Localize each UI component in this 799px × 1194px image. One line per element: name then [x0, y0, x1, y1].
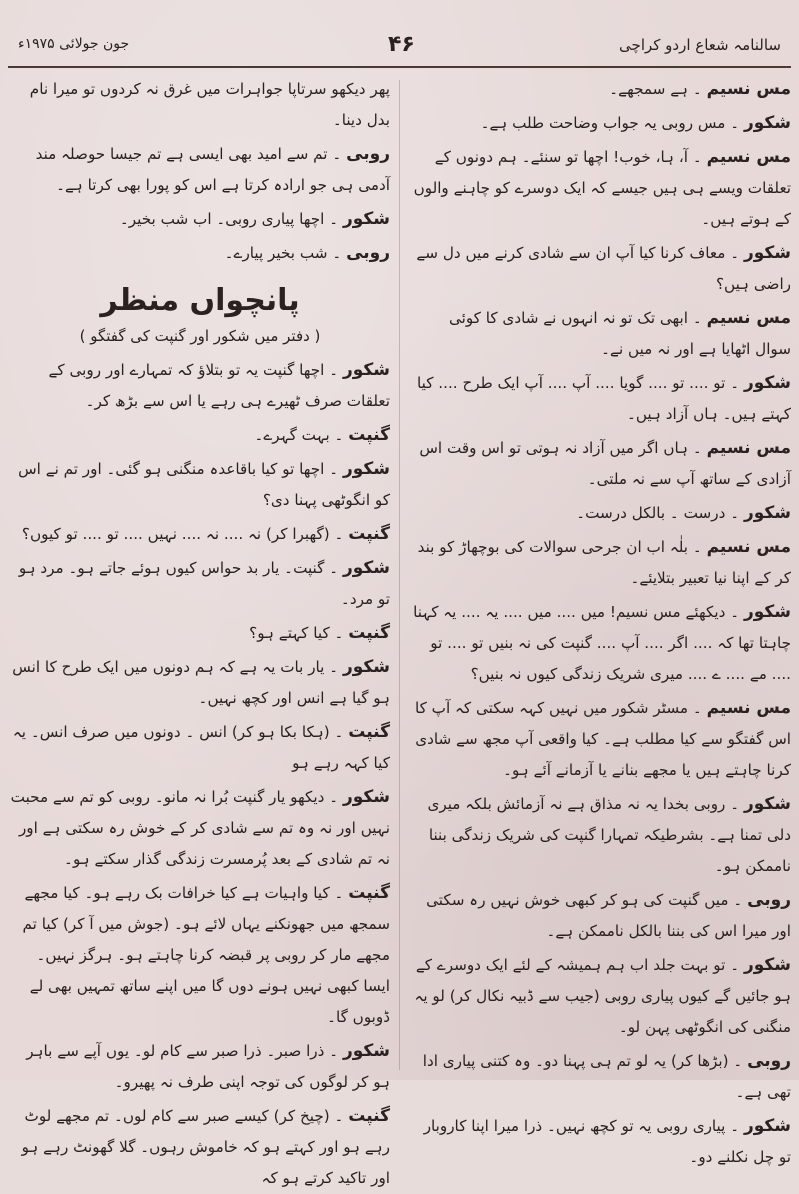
- speaker-name: مس نسیم: [706, 147, 791, 167]
- dialogue-line: [10, 74, 390, 136]
- dialogue-line: [411, 498, 791, 529]
- speaker-name: شکور: [743, 113, 791, 133]
- speaker-name: روبی: [346, 243, 390, 263]
- speaker-name: شکور: [342, 787, 390, 807]
- dialogue-text: ۔ ہاں اگر میں آزاد نہ ہوتی تو اس وقت اس آزادی کے ساتھ آپ سے نہ ملتی۔: [419, 439, 791, 488]
- dialogue-text: ۔ اچھا گنپت یہ تو بتلاؤ کہ تمہارے اور روبی کے تعلقات صرف ٹھیرے ہی رہے یا اس سے بڑھ کر۔: [48, 361, 390, 410]
- dialogue-text: ۔ کیا واہیات ہے کیا خرافات بک رہے ہو۔ کیا مجھے سمجھ میں جھونکنے یہاں لائے ہو۔ (جوش میں آ کر) کیا تم مجھے مار کر روبی پر قبضہ کرنا چاہتے ہو۔ ہرگز نہیں۔ ایسا کبھی نہیں ہونے دوں گا میں اپنے ساتھ تمہیں بھی لے ڈوبوں گا۔: [22, 884, 390, 1026]
- speaker-name: شکور: [342, 360, 390, 380]
- speaker-name: شکور: [743, 373, 791, 393]
- speaker-name: گنپت: [348, 425, 390, 445]
- dialogue-line: [10, 1036, 390, 1098]
- speaker-name: مس نسیم: [706, 79, 791, 99]
- speaker-name: مس نسیم: [706, 698, 791, 718]
- dialogue-line: [10, 519, 390, 550]
- speaker-name: مس نسیم: [706, 308, 791, 328]
- scene-subtitle: ( دفتر میں شکور اور گنپت کی گفتگو ): [79, 327, 321, 345]
- dialogue-line: [10, 717, 390, 779]
- speaker-name: گنپت: [348, 722, 390, 742]
- dialogue-line: [10, 553, 390, 615]
- dialogue-text: ۔ بہت گہرے۔: [254, 426, 349, 444]
- speaker-name: شکور: [342, 558, 390, 578]
- scene-title: پانچواں منظر: [100, 283, 300, 318]
- dialogue-text: ۔ آ، ہا، خوب! اچھا تو سنئے۔ ہم دونوں کے تعلقات ویسے ہی ہیں جیسے کہ ایک دوسرے کو چاہنے والوں کے ہوتے ہیں۔: [413, 148, 791, 228]
- dialogue-text: ۔ تو .... تو .... گویا .... آپ .... آپ ایک طرح .... کیا کہتے ہیں۔ ہاں آزاد ہیں۔: [417, 374, 791, 423]
- dialogue-line: [411, 693, 791, 786]
- dialogue-text: ۔ یار بات یہ ہے کہ ہم دونوں میں ایک طرح کا انس ہو گیا ہے انس اور کچھ نہیں۔: [12, 658, 390, 707]
- speaker-name: شکور: [342, 459, 390, 479]
- speaker-name: شکور: [342, 1041, 390, 1061]
- page-number: ۴۶: [388, 32, 415, 57]
- dialogue-text: ۔ تو بہت جلد اب ہم ہمیشہ کے لئے ایک دوسرے کے ہو جائیں گے کیوں پیاری روبی (جیب سے ڈبیہ نکال کر) لو یہ منگنی کی انگوٹھی پہن لو۔: [414, 956, 791, 1036]
- dialogue-text: ۔ ابھی تک تو نہ انہوں نے شادی کا کوئی سوال اٹھایا ہے اور نہ میں نے۔: [448, 309, 791, 358]
- dialogue-line: [411, 303, 791, 365]
- speaker-name: روبی: [747, 1051, 791, 1071]
- dialogue-text: ۔ مسٹر شکور میں نہیں کہہ سکتی کہ آپ کا اس گفتگو سے کیا مطلب ہے۔ کیا واقعی آپ مجھ سے شادی کرنا چاہتے ہیں یا مجھے بنانے یا آزمانے آئے ہو۔: [415, 699, 791, 779]
- dialogue-line: [10, 238, 390, 269]
- dialogue-text: ۔ درست ۔ بالکل درست۔: [576, 504, 744, 522]
- dialogue-line: [411, 238, 791, 300]
- dialogue-line: [10, 204, 390, 235]
- dialogue-line: [10, 618, 390, 649]
- speaker-name: شکور: [743, 955, 791, 975]
- speaker-name: روبی: [747, 890, 791, 910]
- dialogue-text: ۔ دیکھو یار گنپت بُرا نہ مانو۔ روبی کو تم سے محبت نہیں اور نہ وہ تم سے شادی کر کے خوش رہ سکتی ہے اور نہ تم شادی کے بعد پُرمسرت زندگی گذار سکتے ہو۔: [10, 788, 390, 868]
- dialogue-text: ۔ (چیخ کر) کیسے صبر سے کام لوں۔ تم مجھے لوٹ رہے ہو اور کہتے ہو کہ خاموش رہوں۔ گلا گھونٹ رہے ہو اور تاکید کرتے ہو کہ: [21, 1107, 390, 1187]
- dialogue-text: ۔ شب بخیر پیارے۔: [224, 244, 347, 262]
- dialogue-text: ۔ اچھا پیاری روبی۔ اب شب بخیر۔: [119, 210, 343, 228]
- dialogue-line: [10, 355, 390, 417]
- speaker-name: شکور: [743, 503, 791, 523]
- dialogue-text: ۔ میں گنپت کی ہو کر کبھی خوش نہیں رہ سکتی اور میرا اس کی بننا بالکل ناممکن ہے۔: [426, 891, 791, 940]
- dialogue-line: [10, 420, 390, 451]
- speaker-name: شکور: [743, 1116, 791, 1136]
- column-divider: [399, 80, 400, 1070]
- speaker-name: گنپت: [348, 623, 390, 643]
- dialogue-line: [411, 142, 791, 235]
- speaker-name: شکور: [743, 794, 791, 814]
- dialogue-text: ۔ کیا کہتے ہو؟: [249, 624, 349, 642]
- speaker-name: مس نسیم: [706, 438, 791, 458]
- speaker-name: شکور: [743, 243, 791, 263]
- dialogue-line: [411, 789, 791, 882]
- dialogue-text: ۔ (بڑھا کر) یہ لو تم ہی پہنا دو۔ وہ کتنی پیاری ادا تھی ہے۔: [422, 1052, 791, 1101]
- speaker-name: گنپت: [348, 1106, 390, 1126]
- dialogue-line: [10, 878, 390, 1033]
- dialogue-text: ۔ ذرا صبر۔ ذرا صبر سے کام لو۔ یوں آپے سے باہر ہو کر لوگوں کی توجہ اپنی طرف نہ پھیرو۔: [26, 1042, 390, 1091]
- dialogue-line: [411, 368, 791, 430]
- speaker-name: گنپت: [348, 524, 390, 544]
- dialogue-text: ۔ ہے سمجھے۔: [609, 80, 707, 98]
- dialogue-line: [10, 1101, 390, 1194]
- dialogue-line: [411, 108, 791, 139]
- dialogue-text: ۔ (ہکا بکا ہو کر) انس ۔ دونوں میں صرف انس۔ یہ کیا کہہ رہے ہو: [12, 723, 390, 772]
- dialogue-line: [411, 74, 791, 105]
- dialogue-line: [411, 433, 791, 495]
- page-header: [8, 28, 791, 68]
- dialogue-line: [411, 950, 791, 1043]
- dialogue-text: ۔ مس روبی یہ جواب وضاحت طلب ہے۔: [480, 114, 744, 132]
- dialogue-line: [10, 454, 390, 516]
- dialogue-line: [411, 1111, 791, 1173]
- dialogue-line: [10, 782, 390, 875]
- dialogue-line: [411, 597, 791, 690]
- dialogue-text: پھر دیکھو سرتاپا جواہرات میں غرق نہ کردوں تو میرا نام بدل دینا۔: [29, 80, 390, 129]
- dialogue-text: ۔ بلٰہ اب ان جرحی سوالات کی بوچھاڑ کو بند کر کے اپنا نیا تعبیر بتلایئے۔: [417, 538, 791, 587]
- dialogue-line: [411, 532, 791, 594]
- speaker-name: شکور: [342, 657, 390, 677]
- speaker-name: شکور: [342, 209, 390, 229]
- header-publication: سالنامہ شعاع اردو کراچی: [619, 36, 781, 54]
- dialogue-text: ۔ تم سے امید بھی ایسی ہے تم جیسا حوصلہ مند آدمی ہی جو ارادہ کرتا ہے اس کو پورا بھی کرتا ہے۔: [35, 145, 390, 194]
- dialogue-text: ۔ روبی بخدا یہ نہ مذاق ہے نہ آزمائش بلکہ میری دلی تمنا ہے۔ بشرطیکہ تمہارا گنپت کی شریک زندگی بننا ناممکن ہو۔: [427, 795, 791, 875]
- dialogue-line: [411, 1046, 791, 1108]
- dialogue-text: ۔ معاف کرنا کیا آپ ان سے شادی کرنے میں دل سے راضی ہیں؟: [416, 244, 791, 293]
- right-column: [411, 74, 791, 1166]
- header-date: جون جولائی ۱۹۷۵ء: [18, 36, 130, 52]
- speaker-name: گنپت: [348, 883, 390, 903]
- dialogue-line: [10, 652, 390, 714]
- dialogue-line: [411, 885, 791, 947]
- dialogue-text: ۔ اچھا تو کیا باقاعدہ منگنی ہو گئی۔ اور تم نے اس کو انگوٹھی پہنا دی؟: [18, 460, 390, 509]
- speaker-name: شکور: [743, 602, 791, 622]
- header-rule: [8, 66, 791, 68]
- dialogue-line: [10, 139, 390, 201]
- left-column: [10, 74, 390, 1187]
- dialogue-text: ۔ گنپت۔ یار بد حواس کیوں ہوئے جاتے ہو۔ مرد ہو تو مرد۔: [18, 559, 390, 608]
- dialogue-text: ۔ دیکھئے مس نسیم! میں .... میں .... یہ .... یہ کہنا چاہتا تھا کہ .... اگر .... آپ .... گنپت کی نہ بنیں تو .... تو .... مے .... ے .... میری شریک زندگی کیوں نہ بنیں؟: [413, 603, 791, 683]
- speaker-name: روبی: [346, 144, 390, 164]
- speaker-name: مس نسیم: [706, 537, 791, 557]
- dialogue-text: ۔ (گھبرا کر) نہ .... نہ .... نہیں .... تو .... تو کیوں؟: [21, 525, 349, 543]
- dialogue-text: ۔ پیاری روبی یہ تو کچھ نہیں۔ ذرا میرا اپنا کاروبار تو چل نکلنے دو۔: [423, 1117, 791, 1166]
